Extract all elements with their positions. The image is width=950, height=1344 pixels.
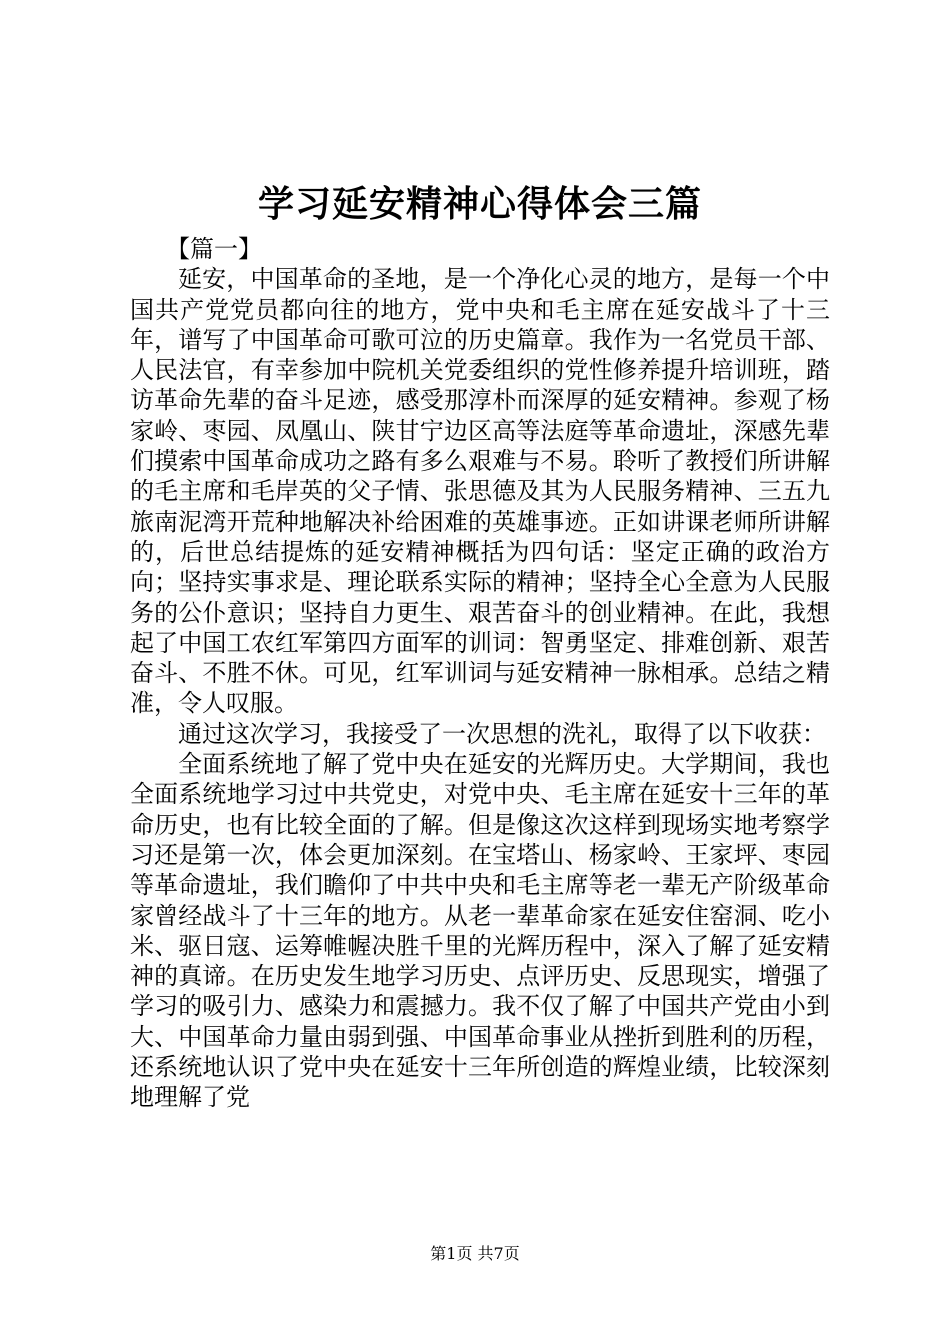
paragraph-3: 全面系统地了解了党中央在延安的光辉历史。大学期间，我也全面系统地学习过中共党史，对党中央、毛主席在延安十三年的革命历史，也有比较全面的了解。但是像这次这样到现场实地考察学习还是第一次，体会更加深刻。在宝塔山、杨家岭、王家坪、枣园等革命遗址，我们瞻仰了中共中央和毛主席等老一辈无产阶级革命家曾经战斗了十三年的地方。从老一辈革命家在延安住窑洞、吃小米、驱日寇、运筹帷幄决胜千里的光辉历程中，深入了解了延安精神的真谛。在历史发生地学习历史、点评历史、反思现实，增强了学习的吸引力、感染力和震撼力。我不仅了解了中国共产党由小到大、中国革命力量由弱到强、中国革命事业从挫折到胜利的历程，还系统地认识了党中央在延安十三年所创造的辉煌业绩，比较深刻地理解了党 [130,750,830,1112]
document-title: 学习延安精神心得体会三篇 [257,183,702,225]
paragraph-2: 通过这次学习，我接受了一次思想的洗礼，取得了以下收获： [178,719,826,748]
section-heading: 【篇一】 [166,235,262,263]
paragraph-1: 延安，中国革命的圣地，是一个净化心灵的地方，是每一个中国共产党党员都向往的地方，党中央和毛主席在延安战斗了十三年，谱写了中国革命可歌可泣的历史篇章。我作为一名党员干部、人民法官，有幸参加中院机关党委组织的党性修养提升培训班，踏访革命先辈的奋斗足迹，感受那淳朴而深厚的延安精神。参观了杨家岭、枣园、凤凰山、陕甘宁边区高等法庭等革命遗址，深感先辈们摸索中国革命成功之路有多么艰难与不易。聆听了教授们所讲解的毛主席和毛岸英的父子情、张思德及其为人民服务精神、三五九旅南泥湾开荒种地解决补给困难的英雄事迹。正如讲课老师所讲解的，后世总结提炼的延安精神概括为四句话：坚定正确的政治方向；坚持实事求是、理论联系实际的精神；坚持全心全意为人民服务的公仆意识；坚持自力更生、艰苦奋斗的创业精神。在此，我想起了中国工农红军第四方面军的训词：智勇坚定、排难创新、艰苦奋斗、不胜不休。可见，红军训词与延安精神一脉相承。总结之精准，令人叹服。 [130,265,830,718]
page-footer: 第1页 共7页 [430,1244,520,1263]
document-body [130,234,830,1113]
